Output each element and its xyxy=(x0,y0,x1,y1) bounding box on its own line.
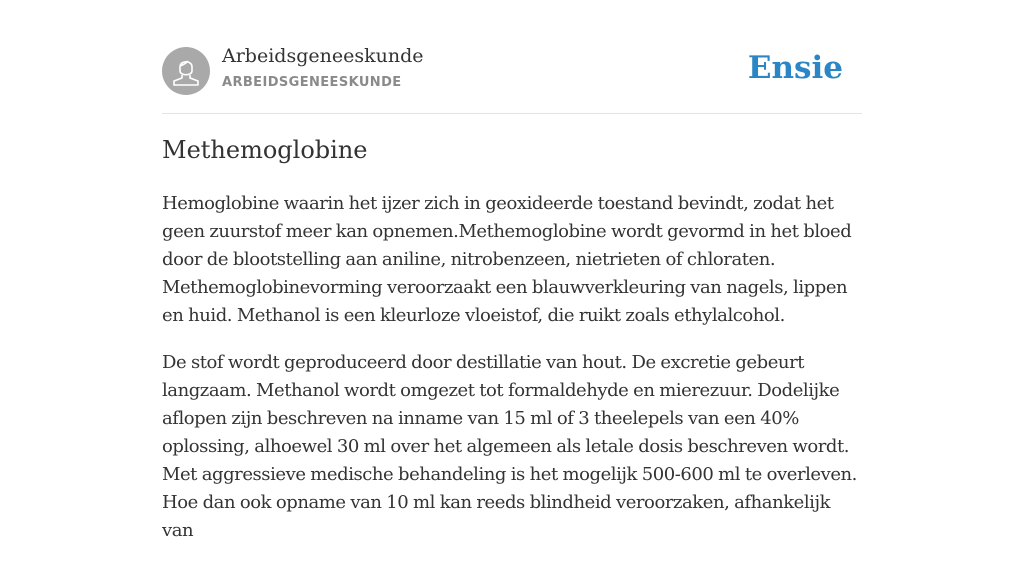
header xyxy=(162,0,862,114)
author-subtitle: ARBEIDSGENEESKUNDE xyxy=(222,75,402,90)
page-title: Methemoglobine xyxy=(162,136,368,164)
user-icon xyxy=(162,47,210,95)
paragraph: Hemoglobine waarin het ijzer zich in geoxideerde toestand bevindt, zodat het geen zuurstof meer kan opnemen.Methemoglobine wordt gevormd in het bloed door de blootstelling aan aniline, nitrobenzeen, nietrieten of chloraten. Methemoglobinevorming veroorzaakt een blauwverkleuring van nagels, lippen en huid. Methanol is een kleurloze vloeistof, die ruikt zoals ethylalcohol. xyxy=(162,193,852,326)
page xyxy=(162,0,862,541)
author-name[interactable]: Arbeidsgeneeskunde xyxy=(222,45,424,67)
article-body xyxy=(162,190,864,564)
paragraph: De stof wordt geproduceerd door destillatie van hout. De excretie gebeurt langzaam. Methanol wordt omgezet tot formaldehyde en mierezuur. Dodelijke aflopen zijn beschreven na inname van 15 ml of 3 theelepels van een 40% oplossing, alhoewel 30 ml over het algemeen als letale dosis beschreven wordt. Met aggressieve medische behandeling is het mogelijk 500-600 ml te overleven. Hoe dan ook opname van 10 ml kan reeds blindheid veroorzaken, afhankelijk van xyxy=(162,352,857,541)
brand-logo[interactable]: Ensie xyxy=(747,50,843,86)
avatar[interactable] xyxy=(162,47,210,95)
